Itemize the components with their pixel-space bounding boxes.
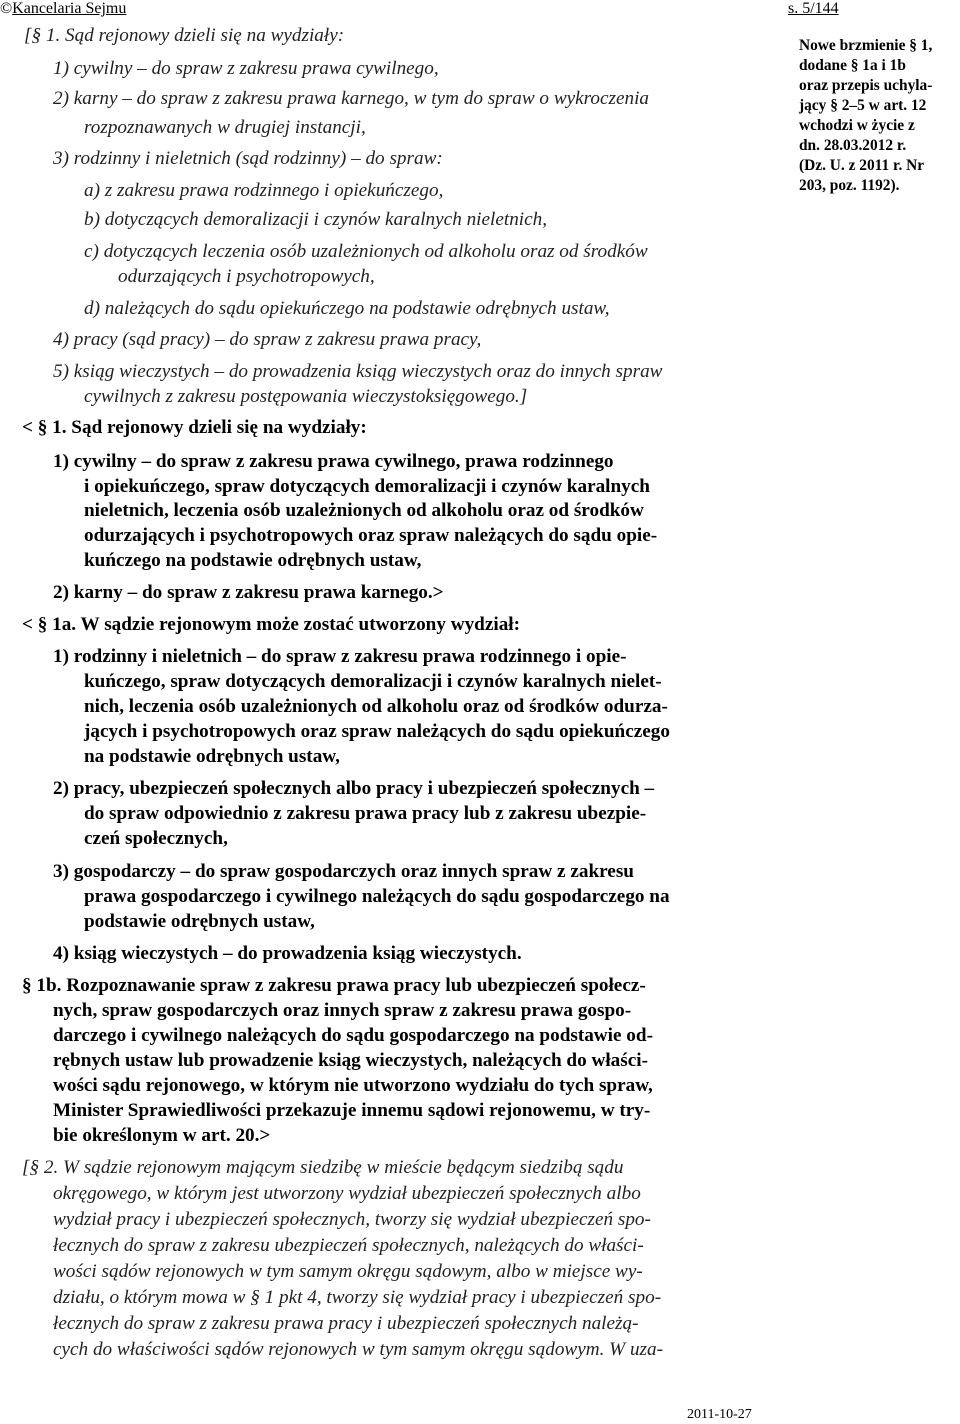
new-paragraph-line: § 1b. Rozpoznawanie spraw z zakresu prawa pracy lub ubezpieczeń społecz-	[22, 975, 646, 996]
page-number-link[interactable]: s. 5/144	[788, 0, 839, 17]
new-paragraph-line: prawa gospodarczego i cywilnego należących do sądu gospodarczego na	[84, 886, 670, 907]
new-paragraph-line: do spraw odpowiednio z zakresu prawa pracy lub z zakresu ubezpie-	[84, 803, 647, 824]
new-paragraph-line: czeń społecznych,	[84, 828, 228, 849]
old-paragraph-line: łecznych do spraw z zakresu prawa pracy i ubezpieczeń społecznych należą-	[53, 1313, 639, 1334]
sidebar-note-line: oraz przepis uchyla-	[799, 77, 933, 94]
old-paragraph-line: okręgowego, w którym jest utworzony wydział ubezpieczeń społecznych albo	[53, 1183, 641, 1204]
sidebar-note-line: dn. 28.03.2012 r.	[799, 137, 907, 154]
source-link[interactable]: Kancelaria Sejmu	[12, 0, 127, 17]
new-paragraph-line: nych, spraw gospodarczych oraz innych spraw z zakresu prawa gospo-	[53, 1000, 632, 1021]
new-paragraph-line: nieletnich, leczenia osób uzależnionych od alkoholu oraz od środków	[84, 500, 644, 521]
new-paragraph-line: 1) cywilny – do spraw z zakresu prawa cywilnego, prawa rodzinnego	[53, 451, 614, 472]
old-paragraph-line: odurzających i psychotropowych,	[118, 266, 375, 287]
header-page	[788, 0, 839, 18]
old-paragraph-line: cych do właściwości sądów rejonowych w tym samym okręgu sądowym. W uza-	[53, 1339, 664, 1360]
old-paragraph-line: c) dotyczących leczenia osób uzależnionych od alkoholu oraz od środków	[84, 241, 648, 262]
new-paragraph-line: 2) karny – do spraw z zakresu prawa karnego.>	[53, 582, 444, 603]
old-paragraph-line: łecznych do spraw z zakresu ubezpieczeń społecznych, należących do właści-	[53, 1235, 644, 1256]
new-paragraph-line: nich, leczenia osób uzależnionych od alkoholu oraz od środków odurza-	[84, 696, 668, 717]
old-paragraph-line: działu, o którym mowa w § 1 pkt 4, tworzy się wydział pracy i ubezpieczeń spo-	[53, 1287, 662, 1308]
new-paragraph-line: 1) rodzinny i nieletnich – do spraw z zakresu prawa rodzinnego i opie-	[53, 646, 627, 667]
new-paragraph-line: < § 1a. W sądzie rejonowym może zostać utworzony wydział:	[22, 614, 521, 635]
new-paragraph-line: i opiekuńczego, spraw dotyczących demoralizacji i czynów karalnych	[84, 476, 650, 497]
new-paragraph-line: darczego i cywilnego należących do sądu gospodarczego na podstawie od-	[53, 1025, 653, 1046]
header-source: ©Kancelaria Sejmu	[0, 0, 127, 17]
old-paragraph-line: wydział pracy i ubezpieczeń społecznych, tworzy się wydział ubezpieczeń spo-	[53, 1209, 651, 1230]
new-paragraph-line: na podstawie odrębnych ustaw,	[84, 746, 340, 767]
sidebar-note-line: jący § 2–5 w art. 12	[799, 97, 927, 114]
sidebar-note-line: dodane § 1a i 1b	[799, 57, 906, 74]
old-paragraph-line: b) dotyczących demoralizacji i czynów karalnych nieletnich,	[84, 209, 548, 230]
new-paragraph-line: 3) gospodarczy – do spraw gospodarczych oraz innych spraw z zakresu	[53, 861, 634, 882]
new-paragraph-line: < § 1. Sąd rejonowy dzieli się na wydziały:	[22, 417, 367, 438]
new-paragraph-line: rębnych ustaw lub prowadzenie ksiąg wieczystych, należących do właści-	[53, 1050, 648, 1071]
new-paragraph-line: wości sądu rejonowego, w którym nie utworzono wydziału do tych spraw,	[53, 1075, 653, 1096]
new-paragraph-line: kuńczego, spraw dotyczących demoralizacji i czynów karalnych nielet-	[84, 671, 662, 692]
old-paragraph-line: [§ 1. Sąd rejonowy dzieli się na wydziały:	[24, 25, 345, 46]
sidebar-note	[799, 36, 960, 196]
sidebar-note-line: Nowe brzmienie § 1,	[799, 37, 933, 54]
old-paragraph-line: d) należących do sądu opiekuńczego na podstawie odrębnych ustaw,	[84, 298, 610, 319]
sidebar-note-line: 203, poz. 1192).	[799, 177, 900, 194]
sidebar-note-line: (Dz. U. z 2011 r. Nr	[799, 157, 925, 174]
old-paragraph-line: rozpoznawanych w drugiej instancji,	[84, 117, 366, 138]
sidebar-note-line: wchodzi w życie z	[799, 117, 915, 134]
old-paragraph-line: 2) karny – do spraw z zakresu prawa karnego, w tym do spraw o wykroczenia	[53, 88, 650, 109]
old-paragraph-line: 1) cywilny – do spraw z zakresu prawa cywilnego,	[53, 58, 439, 79]
old-paragraph-line: wości sądów rejonowych w tym samym okręgu sądowym, albo w miejsce wy-	[53, 1261, 643, 1282]
old-paragraph-line: a) z zakresu prawa rodzinnego i opiekuńczego,	[84, 180, 444, 201]
old-paragraph-line: cywilnych z zakresu postępowania wieczystoksięgowego.]	[84, 386, 528, 407]
old-paragraph-line: 5) ksiąg wieczystych – do prowadzenia ksiąg wieczystych oraz do innych spraw	[53, 361, 663, 382]
new-paragraph-line: 2) pracy, ubezpieczeń społecznych albo pracy i ubezpieczeń społecznych –	[53, 778, 655, 799]
new-paragraph-line: bie określonym w art. 20.>	[53, 1125, 271, 1146]
new-paragraph-line: odurzających i psychotropowych oraz spraw należących do sądu opie-	[84, 525, 658, 546]
old-paragraph-line: 3) rodzinny i nieletnich (sąd rodzinny) – do spraw:	[53, 148, 443, 169]
footer-date: 2011-10-27	[687, 1407, 752, 1422]
old-paragraph-line: 4) pracy (sąd pracy) – do spraw z zakresu prawa pracy,	[53, 329, 482, 350]
old-paragraph-line: [§ 2. W sądzie rejonowym mającym siedzibę w mieście będącym siedzibą sądu	[22, 1157, 624, 1178]
new-paragraph-line: Minister Sprawiedliwości przekazuje innemu sądowi rejonowemu, w try-	[53, 1100, 651, 1121]
new-paragraph-line: 4) ksiąg wieczystych – do prowadzenia ksiąg wieczystych.	[53, 943, 522, 964]
new-paragraph-line: kuńczego na podstawie odrębnych ustaw,	[84, 550, 422, 571]
new-paragraph-line: podstawie odrębnych ustaw,	[84, 911, 315, 932]
new-paragraph-line: jących i psychotropowych oraz spraw należących do sądu opiekuńczego	[84, 721, 670, 742]
